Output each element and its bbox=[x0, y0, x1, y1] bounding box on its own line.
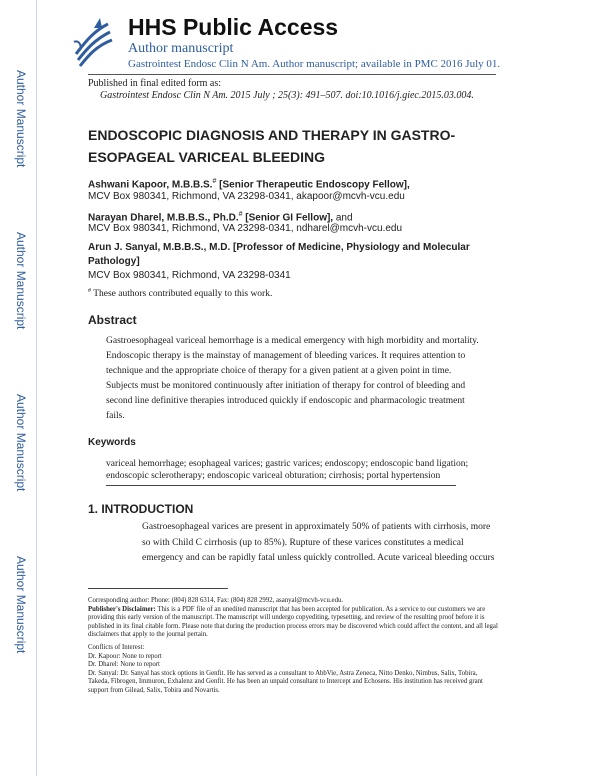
keywords-divider bbox=[106, 485, 456, 486]
hhs-eagle-logo-icon bbox=[70, 14, 116, 70]
introduction-line: so with Child C cirrhosis (up to 85%). Rupture of these varices constitutes a medical bbox=[142, 537, 464, 548]
conflicts-line: Conflicts of Interest: bbox=[88, 643, 145, 651]
abstract-line: fails. bbox=[106, 411, 125, 421]
author-role: [Senior Therapeutic Endoscopy Fellow], bbox=[216, 179, 410, 191]
author-sup: # bbox=[238, 211, 243, 218]
keywords-heading: Keywords bbox=[88, 437, 136, 448]
author-sanyal: Arun J. Sanyal, M.B.B.S., M.D. [Professor of Medicine, Physiology and Molecular bbox=[88, 242, 470, 253]
header-divider bbox=[88, 74, 496, 75]
author-dharel-address: MCV Box 980341, Richmond, VA 23298-0341, ndharel@mcvh-vcu.edu bbox=[88, 223, 403, 234]
footnotes bbox=[88, 597, 498, 696]
left-margin-rule bbox=[36, 0, 37, 776]
conflicts-line: Dr. Sanyal: Dr. Sanyal has stock options in Genfit. He has served as a consultant to AbbVie, Astra Zeneca, Nitto Denko, Nimbus, Salix, Tobira, Takeda, Fibrogen, Immuron, Exhalenz and Genfit. He has been an unpaid consultant to Intercept and Echosens. His institution has received grant support from Gilead, Salix, Tobira and Novartis. bbox=[88, 669, 483, 694]
article-title bbox=[88, 124, 528, 168]
abstract-line: second line definitive therapies introduced quickly if endoscopic and pharmacologic treatment bbox=[106, 396, 465, 406]
author-kapoor-address: MCV Box 980341, Richmond, VA 23298-0341, akapoor@mcvh-vcu.edu bbox=[88, 191, 405, 202]
author-sup: # bbox=[212, 178, 217, 185]
abstract-line: technique and the appropriate choice of therapy for a given patient at a given point in time. bbox=[106, 366, 452, 376]
disclaimer-text: This is a PDF file of an unedited manuscript that has been accepted for publication. As a service to our customers we are providing this early version of the manuscript. The manuscript will undergo copyediting, typesetting, and review of the resulting proof before it is published in its final citable form. Please note that during the production process errors may be discovered which could affect the content, and all legal disclaimers that apply to the journal pertain. bbox=[88, 605, 498, 639]
side-label-author-manuscript: Author Manuscript bbox=[14, 232, 28, 330]
hhs-public-access-title: HHS Public Access bbox=[128, 14, 339, 40]
author-sanyal-address: MCV Box 980341, Richmond, VA 23298-0341 bbox=[88, 270, 291, 281]
introduction-body bbox=[142, 520, 522, 567]
equal-contribution-note bbox=[88, 288, 272, 299]
publisher-disclaimer bbox=[88, 606, 498, 640]
journal-availability-citation: Gastrointest Endosc Clin N Am. Author manuscript; available in PMC 2016 July 01. bbox=[128, 58, 501, 70]
introduction-line: emergency and can be rapidly fatal unless quickly controlled. Acute variceal bleeding occurs bbox=[142, 553, 495, 563]
published-label: Published in final edited form as: bbox=[88, 78, 222, 89]
keywords-body bbox=[106, 458, 516, 482]
author-role: [Senior GI Fellow], bbox=[242, 212, 334, 224]
published-citation: Gastrointest Endosc Clin N Am. 2015 July ; 25(3): 491–507. doi:10.1016/j.giec.2015.03.004. bbox=[100, 90, 474, 101]
keywords-line: endoscopic sclerotherapy; endoscopic variceal obturation; cirrhosis; portal hypertension bbox=[106, 471, 441, 481]
conflicts-line: Dr. Dharel: None to report bbox=[88, 661, 160, 669]
footnote-divider bbox=[88, 588, 228, 589]
abstract-line: Gastroesophageal variceal hemorrhage is a medical emergency with high morbidity and mortality. bbox=[106, 336, 479, 346]
article-title-line: ENDOSCOPIC DIAGNOSIS AND THERAPY IN GASTRO- bbox=[88, 127, 456, 143]
introduction-line: Gastroesophageal varices are present in approximately 50% of patients with cirrhosis, more bbox=[142, 522, 491, 532]
author-name: Narayan Dharel, M.B.B.S., Ph.D. bbox=[88, 212, 239, 224]
author-sanyal-cont: Pathology] bbox=[88, 256, 140, 267]
abstract-heading: Abstract bbox=[88, 313, 137, 327]
introduction-heading: 1. INTRODUCTION bbox=[88, 502, 194, 516]
abstract-line: Subjects must be monitored continuously after initiation of therapy for control of bleeding and bbox=[106, 381, 466, 391]
keywords-line: variceal hemorrhage; esophageal varices; gastric varices; endoscopy; endoscopic band ligation; bbox=[106, 459, 469, 469]
author-manuscript-subtitle: Author manuscript bbox=[128, 41, 234, 56]
side-label-author-manuscript: Author Manuscript bbox=[14, 70, 28, 168]
corresponding-author-note: Corresponding author: Phone: (804) 828 6314, Fax: (804) 828 2992, asanyal@mcvh-vcu.edu. bbox=[88, 597, 344, 604]
side-label-author-manuscript: Author Manuscript bbox=[14, 556, 28, 654]
author-name: Ashwani Kapoor, M.B.B.S. bbox=[88, 179, 213, 191]
author-conjunction: and bbox=[333, 212, 353, 224]
equal-contribution-sup: # bbox=[88, 288, 91, 294]
equal-contribution-text: These authors contributed equally to this work. bbox=[91, 289, 273, 300]
article-title-line: ESOPAGEAL VARICEAL BLEEDING bbox=[88, 149, 325, 165]
side-label-author-manuscript: Author Manuscript bbox=[14, 394, 28, 492]
conflicts-line: Dr. Kapoor: None to report bbox=[88, 652, 162, 660]
abstract-body bbox=[106, 334, 516, 424]
abstract-line: Endoscopic therapy is the mainstay of management of bleeding varices. It requires attention to bbox=[106, 351, 466, 361]
disclaimer-label: Publisher's Disclaimer: bbox=[88, 605, 156, 613]
